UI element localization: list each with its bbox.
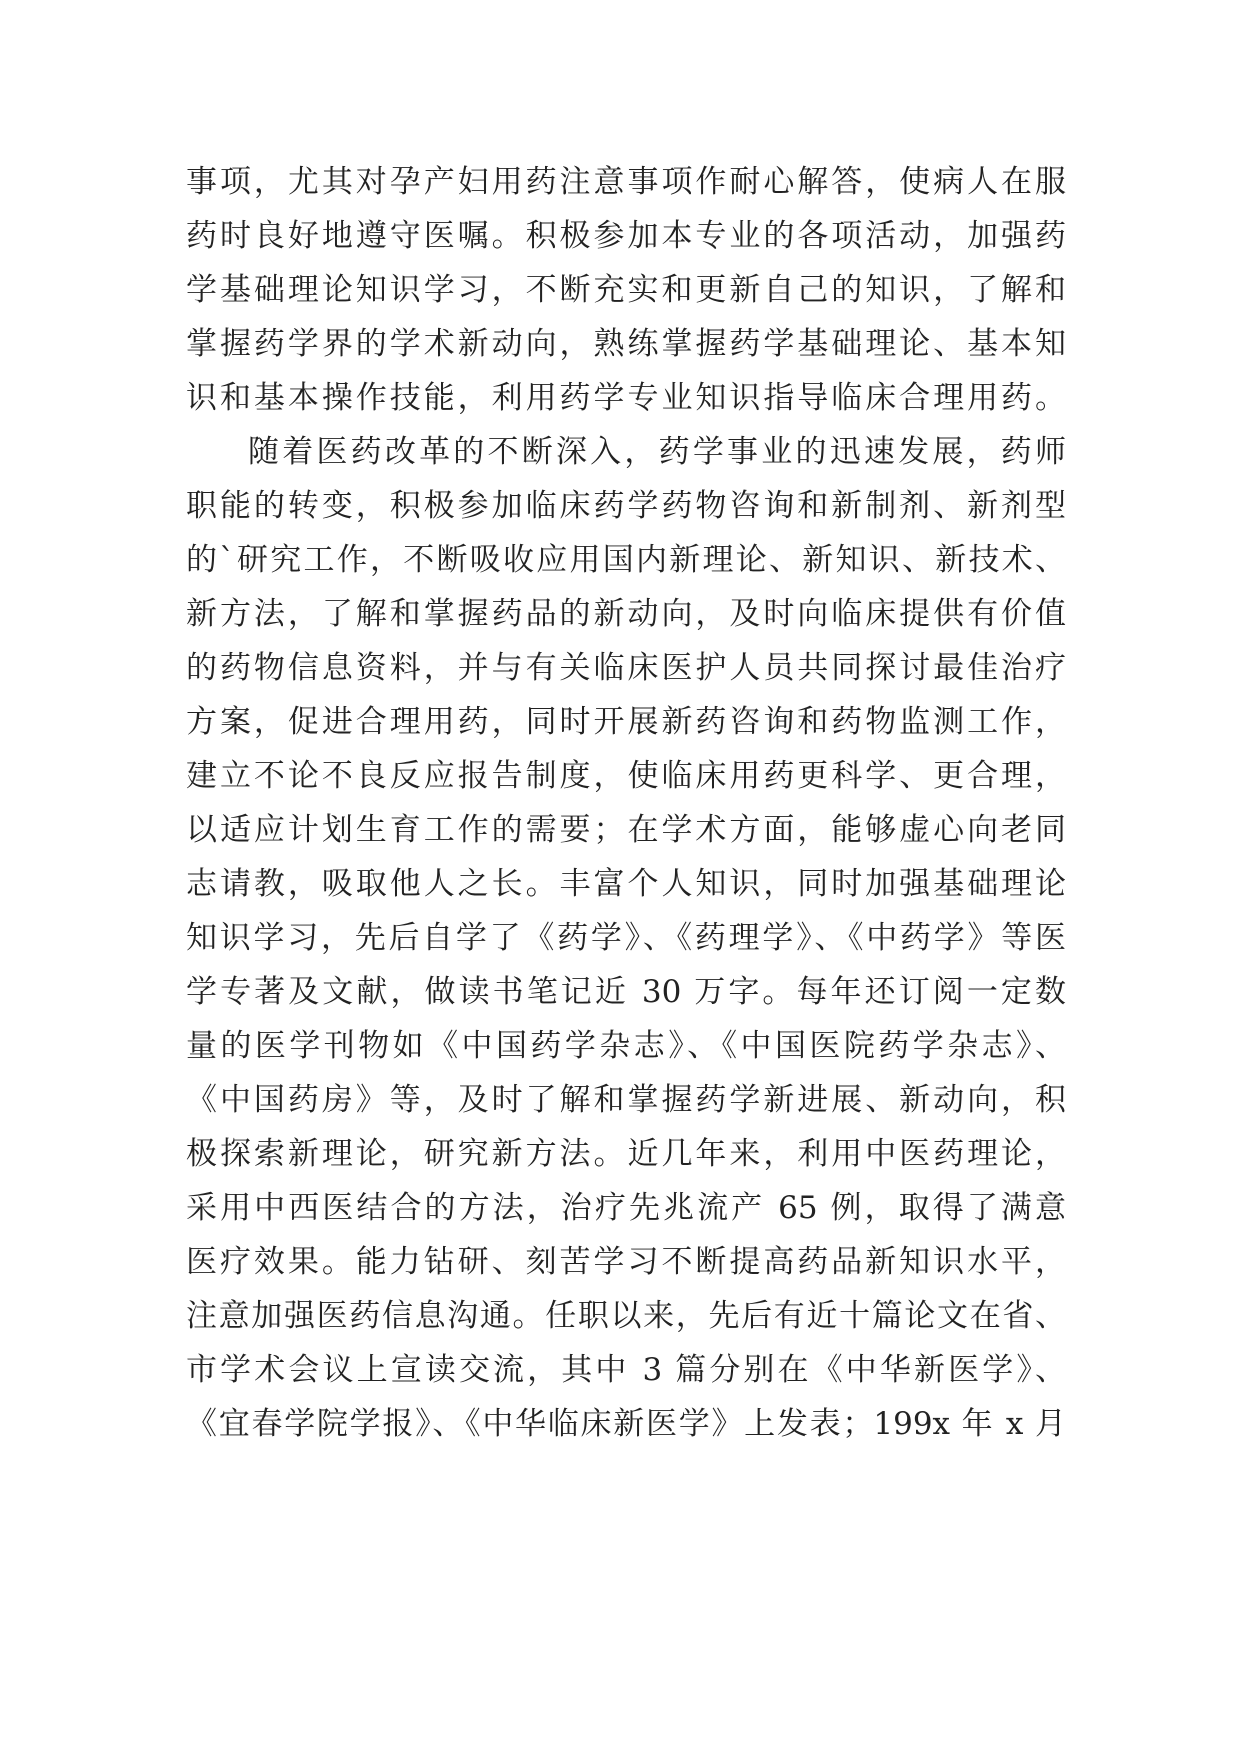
text-line: 职能的转变，积极参加临床药学药物咨询和新制剂、新剂型	[186, 488, 1066, 524]
text-line: 知识学习，先后自学了《药学》、《药理学》、《中药学》等医	[186, 920, 1066, 956]
text-line: 掌握药学界的学术新动向，熟练掌握药学基础理论、基本知	[186, 326, 1066, 362]
text-line: 志请教，吸取他人之长。丰富个人知识，同时加强基础理论	[186, 866, 1066, 902]
text-line: 的药物信息资料，并与有关临床医护人员共同探讨最佳治疗	[186, 650, 1066, 686]
text-line: 的`研究工作，不断吸收应用国内新理论、新知识、新技术、	[186, 542, 1066, 578]
text-line: 《宜春学院学报》、《中华临床新医学》上发表；199x 年 x 月	[186, 1406, 1066, 1442]
text-line: 新方法，了解和掌握药品的新动向，及时向临床提供有价值	[186, 596, 1066, 632]
text-line: 《中国药房》等，及时了解和掌握药学新进展、新动向，积	[186, 1082, 1066, 1118]
text-line: 注意加强医药信息沟通。任职以来，先后有近十篇论文在省、	[186, 1298, 1066, 1334]
text-line: 识和基本操作技能，利用药学专业知识指导临床合理用药。	[186, 380, 1066, 416]
text-line: 量的医学刊物如《中国药学杂志》、《中国医院药学杂志》、	[186, 1028, 1066, 1064]
text-line: 事项，尤其对孕产妇用药注意事项作耐心解答，使病人在服	[186, 164, 1066, 200]
document-body	[186, 155, 1066, 1451]
text-line: 医疗效果。能力钻研、刻苦学习不断提高药品新知识水平，	[186, 1244, 1066, 1280]
text-line: 药时良好地遵守医嘱。积极参加本专业的各项活动，加强药	[186, 218, 1066, 254]
text-line: 以适应计划生育工作的需要；在学术方面，能够虚心向老同	[186, 812, 1066, 848]
text-line: 学专著及文献，做读书笔记近 30 万字。每年还订阅一定数	[186, 974, 1066, 1010]
text-line: 采用中西医结合的方法，治疗先兆流产 65 例，取得了满意	[186, 1190, 1066, 1226]
paragraph-first-line: 随着医药改革的不断深入，药学事业的迅速发展，药师	[248, 434, 1066, 470]
text-line: 市学术会议上宣读交流，其中 3 篇分别在《中华新医学》、	[186, 1352, 1066, 1388]
text-line: 学基础理论知识学习，不断充实和更新自己的知识，了解和	[186, 272, 1066, 308]
text-line: 建立不论不良反应报告制度，使临床用药更科学、更合理，	[186, 758, 1066, 794]
text-line: 极探索新理论，研究新方法。近几年来，利用中医药理论，	[186, 1136, 1066, 1172]
text-line: 方案，促进合理用药，同时开展新药咨询和药物监测工作，	[186, 704, 1066, 740]
